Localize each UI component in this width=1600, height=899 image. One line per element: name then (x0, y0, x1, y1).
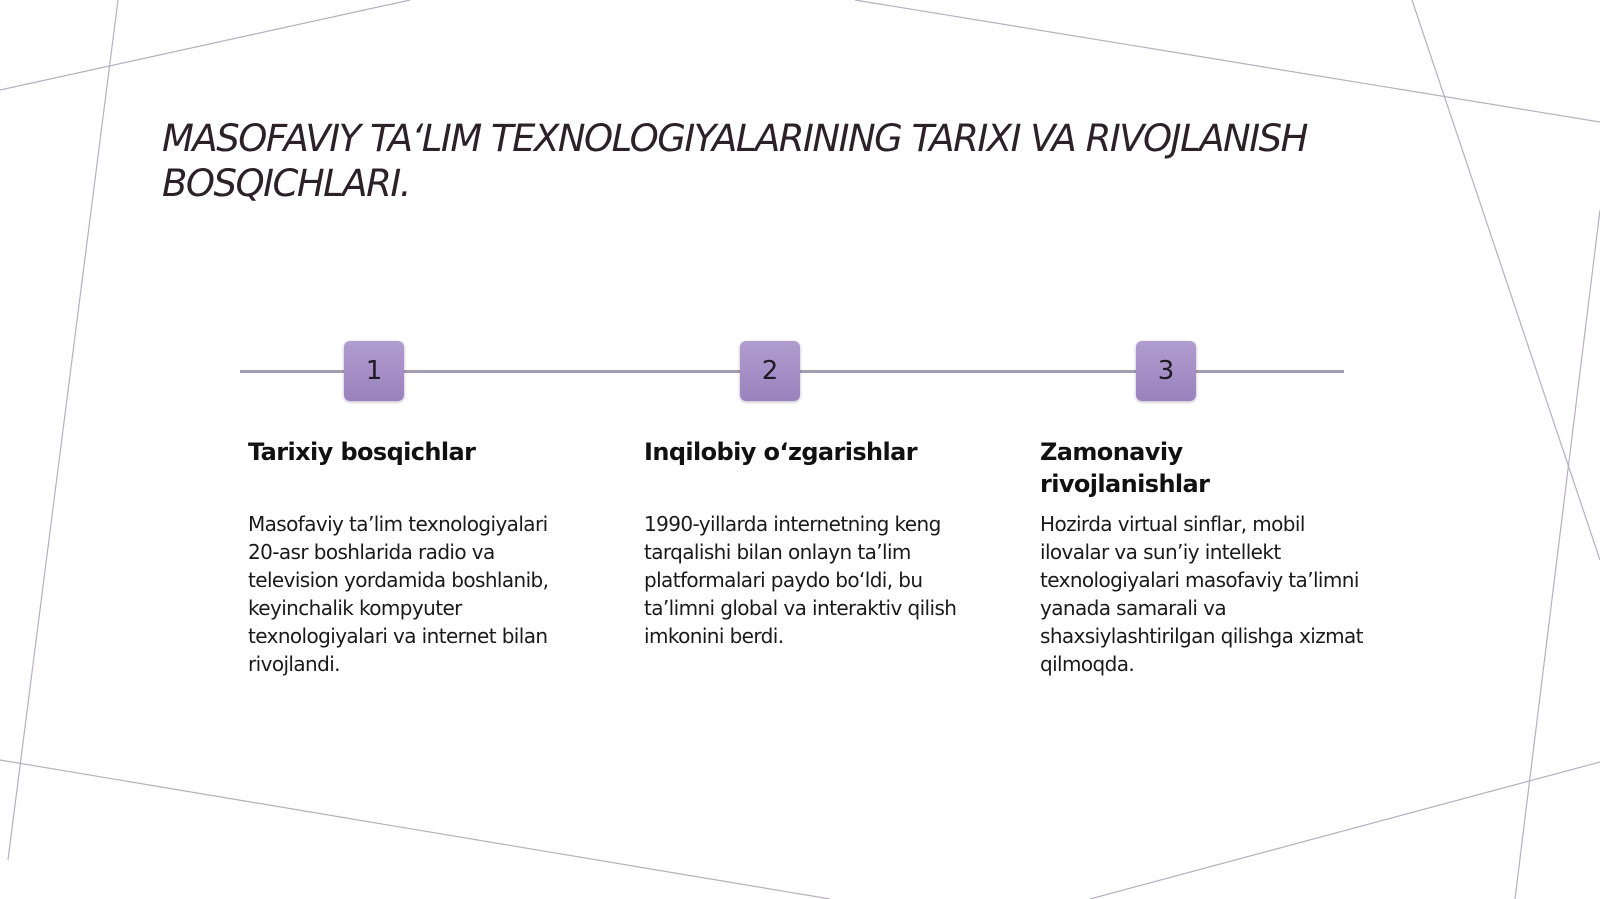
step-1-body: Masofaviy ta’lim texnologiyalari 20-asr boshlarida radio va television yordamida boshlanib, keyinchalik kompyuter texnologiyalari va internet bilan rivojlandi. (248, 512, 549, 676)
step-3-body: Hozirda virtual sinflar, mobil ilovalar va sun’iy intellekt texnologiyalari masofaviy ta’limni yanada samarali va shaxsiylashtirilgan qilishga xizmat qilmoqda. (1040, 512, 1363, 676)
step-1-badge: 1 (344, 341, 404, 401)
step-3-badge: 3 (1136, 341, 1196, 401)
step-3-column (1040, 436, 1370, 676)
step-2-body: 1990-yillarda internetning keng tarqalishi bilan onlayn ta’lim platformalari paydo bo‘ldi, bu ta’limni global va interaktiv qilish imkonini berdi. (644, 512, 957, 648)
step-3-heading: Zamonaviy rivojlanishlar (1040, 438, 1210, 498)
step-2-heading: Inqilobiy o‘zgarishlar (644, 438, 917, 466)
slide-title: MASOFAVIY TA‘LIM TEXNOLOGIYALARINING TARIXI VA RIVOJLANISH BOSQICHLARI. (162, 117, 1307, 205)
step-2-column (644, 436, 974, 648)
step-1-column (248, 436, 578, 676)
step-1-heading: Tarixiy bosqichlar (248, 438, 476, 466)
step-2-badge: 2 (740, 341, 800, 401)
